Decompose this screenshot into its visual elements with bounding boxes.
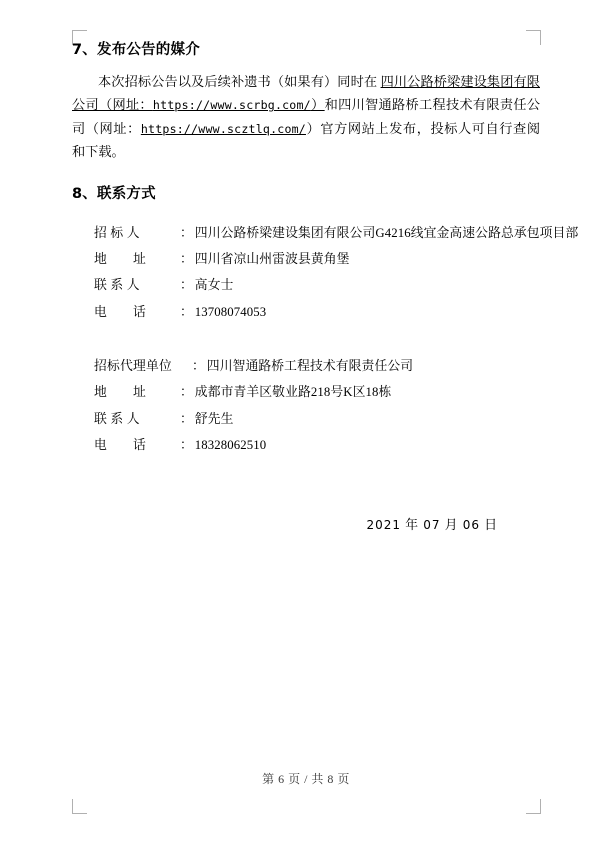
contact-row — [94, 379, 540, 405]
date-year-label: 年 — [405, 518, 420, 533]
contact-value: 四川智通路桥工程技术有限责任公司 — [206, 358, 414, 373]
contact-label: 地 址 — [94, 385, 146, 400]
contact-value: 舒先生 — [194, 411, 234, 426]
website-url-scrbg: https://www.scrbg.com/ — [152, 98, 311, 113]
para-part-1: 四川公路桥梁建设集团有限公司（网址： — [72, 73, 540, 113]
contact-value: 四川公路桥梁建设集团有限公司 — [194, 225, 376, 240]
contact-row — [94, 406, 540, 432]
contact-label: 电 话 — [94, 304, 146, 319]
contact-separator: ： — [180, 385, 193, 400]
contact-separator: ： — [180, 304, 193, 319]
contact-row — [94, 246, 540, 272]
contact-separator: ： — [192, 358, 205, 373]
contact-separator: ： — [180, 251, 193, 266]
document-date — [72, 514, 540, 533]
para-part-3: ） — [310, 97, 325, 113]
contact-row — [94, 432, 540, 458]
contact-row — [94, 353, 540, 379]
website-url-scztlq: https://www.scztlq.com/ — [140, 121, 306, 136]
para-part-0: 本次招标公告以及后续补遗书（如果有）同时在 — [98, 73, 381, 89]
page-footer: 第 6 页 / 共 8 页 — [262, 772, 350, 786]
contact-value: 高女士 — [194, 278, 234, 293]
contact-block-tenderer — [94, 220, 579, 325]
contact-label: 招标代理单位 — [94, 358, 172, 373]
contact-block-agent — [94, 353, 540, 458]
section-heading-contact: 8、联系方式 — [72, 185, 156, 202]
date-month-label: 月 — [444, 518, 459, 533]
date-day: 06 — [462, 518, 480, 533]
contact-separator: ： — [180, 411, 193, 426]
contact-value: 四川省凉山州雷波县黄角堡 — [194, 251, 350, 266]
contact-label: 联 系 人 — [94, 411, 140, 426]
contact-row — [94, 220, 579, 246]
contact-label: 地 址 — [94, 251, 146, 266]
contact-phone-number: 13708074053 — [194, 304, 267, 319]
contact-separator: ： — [180, 225, 193, 240]
date-month: 07 — [423, 518, 441, 533]
media-paragraph — [72, 70, 540, 164]
document-content — [72, 40, 579, 533]
crop-mark-bottom-right — [526, 799, 541, 814]
contact-label: 电 话 — [94, 438, 146, 453]
contact-row — [94, 272, 540, 298]
crop-mark-bottom-left — [72, 799, 87, 814]
date-year: 2021 — [366, 518, 402, 533]
para-part-6: ）官方网站上发布，投标人可自行查阅和下载。 — [72, 120, 541, 160]
contact-row — [94, 299, 540, 325]
section-heading-media: 7、发布公告的媒介 — [72, 42, 200, 58]
contact-value: 成都市青羊区敬业路 — [194, 385, 311, 400]
contact-separator: ： — [180, 438, 193, 453]
contact-label: 招 标 人 — [94, 225, 140, 240]
contact-label: 联 系 人 — [94, 278, 140, 293]
contact-value-suffix: G4216线宜金高速公路总承包项目部 — [375, 225, 579, 240]
contact-separator: ： — [180, 278, 193, 293]
contact-value-suffix: 218号K区18栋 — [310, 385, 392, 400]
contact-phone-number: 18328062510 — [194, 438, 267, 453]
para-part-4: 和四川智通路桥工程技术有限责任公司（网址： — [72, 97, 541, 136]
date-day-label: 日 — [484, 518, 498, 533]
